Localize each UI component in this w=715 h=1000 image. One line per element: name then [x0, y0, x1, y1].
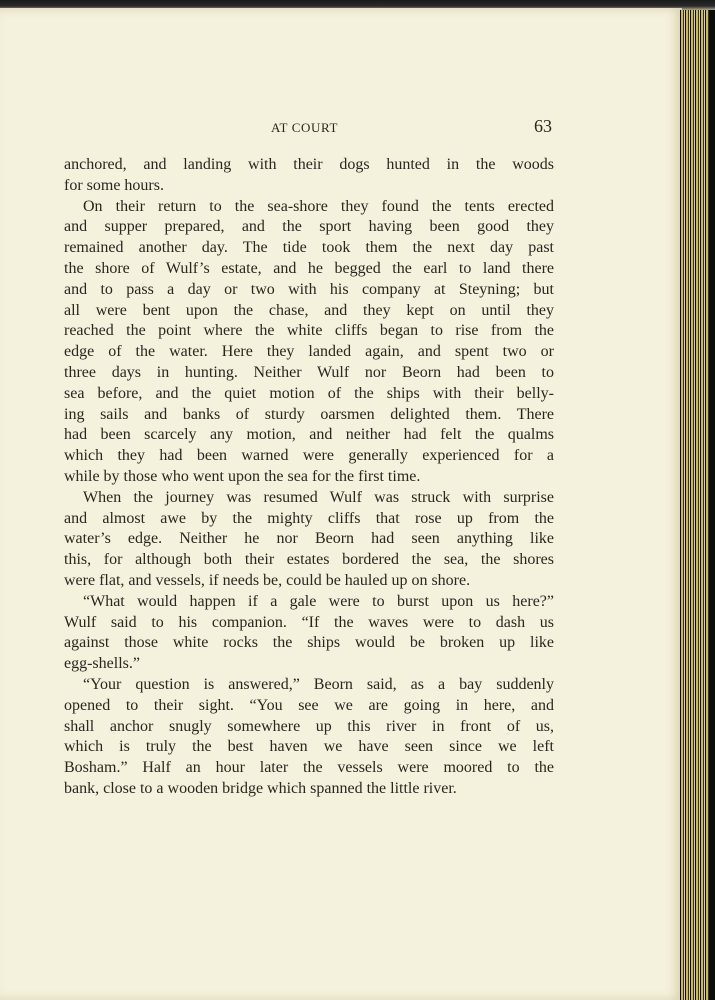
text-line: opened to their sight. “You see we are going in here, and	[64, 696, 554, 714]
text-line: against those white rocks the ships would be broken up like	[64, 634, 554, 652]
text-line: and almost awe by the mighty cliffs that rose up from the	[64, 509, 554, 527]
text-line: water’s edge. Neither he nor Beorn had seen anything like	[64, 530, 554, 548]
page	[0, 8, 682, 1000]
text-line: anchored, and landing with their dogs hunted in the woods	[64, 156, 554, 173]
text-line: bank, close to a wooden bridge which spanned the little river.	[64, 779, 457, 797]
text-line: were flat, and vessels, if needs be, could be hauled up on shore.	[64, 571, 471, 589]
text-line: for some hours.	[64, 176, 164, 194]
text-line: Wulf said to his companion. “If the waves were to dash us	[64, 613, 554, 631]
text-line: reached the point where the white cliffs began to rise from the	[64, 322, 554, 340]
text-line: all were bent upon the chase, and they kept on until they	[64, 301, 554, 319]
text-line: ing sails and banks of sturdy oarsmen delighted them. There	[64, 405, 554, 423]
text-line: edge of the water. Here they landed again, and spent two or	[64, 343, 554, 361]
text-line: On their return to the sea-shore they found the tents erected	[83, 197, 554, 215]
text-line: remained another day. The tide took them the next day past	[64, 239, 554, 257]
running-head-title: AT COURT	[271, 120, 338, 135]
running-head	[0, 116, 682, 138]
text-line: shall anchor snugly somewhere up this river in front of us,	[64, 717, 554, 735]
text-line: egg-shells.”	[64, 655, 140, 673]
text-line: had been scarcely any motion, and neither had felt the qualms	[64, 426, 554, 444]
text-line: the shore of Wulf’s estate, and he begged the earl to land there	[64, 259, 554, 277]
text-line: and to pass a day or two with his company at Steyning; but	[64, 280, 554, 298]
fore-edge	[680, 10, 715, 1000]
text-line: three days in hunting. Neither Wulf nor Beorn had been to	[64, 363, 554, 381]
text-line: “Your question is answered,” Beorn said, as a bay suddenly	[83, 675, 554, 693]
text-line: When the journey was resumed Wulf was struck with surprise	[83, 488, 554, 506]
page-number: 63	[534, 116, 552, 136]
body-text	[64, 155, 554, 800]
text-line: and supper prepared, and the sport having been good they	[64, 218, 554, 236]
text-line: which is truly the best haven we have seen since we left	[64, 738, 554, 756]
text-line: Bosham.” Half an hour later the vessels were moored to the	[64, 759, 554, 777]
text-line: “What would happen if a gale were to burst upon us here?”	[83, 592, 554, 610]
text-line: while by those who went upon the sea for the first time.	[64, 467, 421, 485]
text-line: this, for although both their estates bordered the sea, the shores	[64, 551, 554, 569]
text-line: sea before, and the quiet motion of the ships with their belly-	[64, 384, 554, 402]
text-line: which they had been warned were generally experienced for a	[64, 447, 554, 465]
